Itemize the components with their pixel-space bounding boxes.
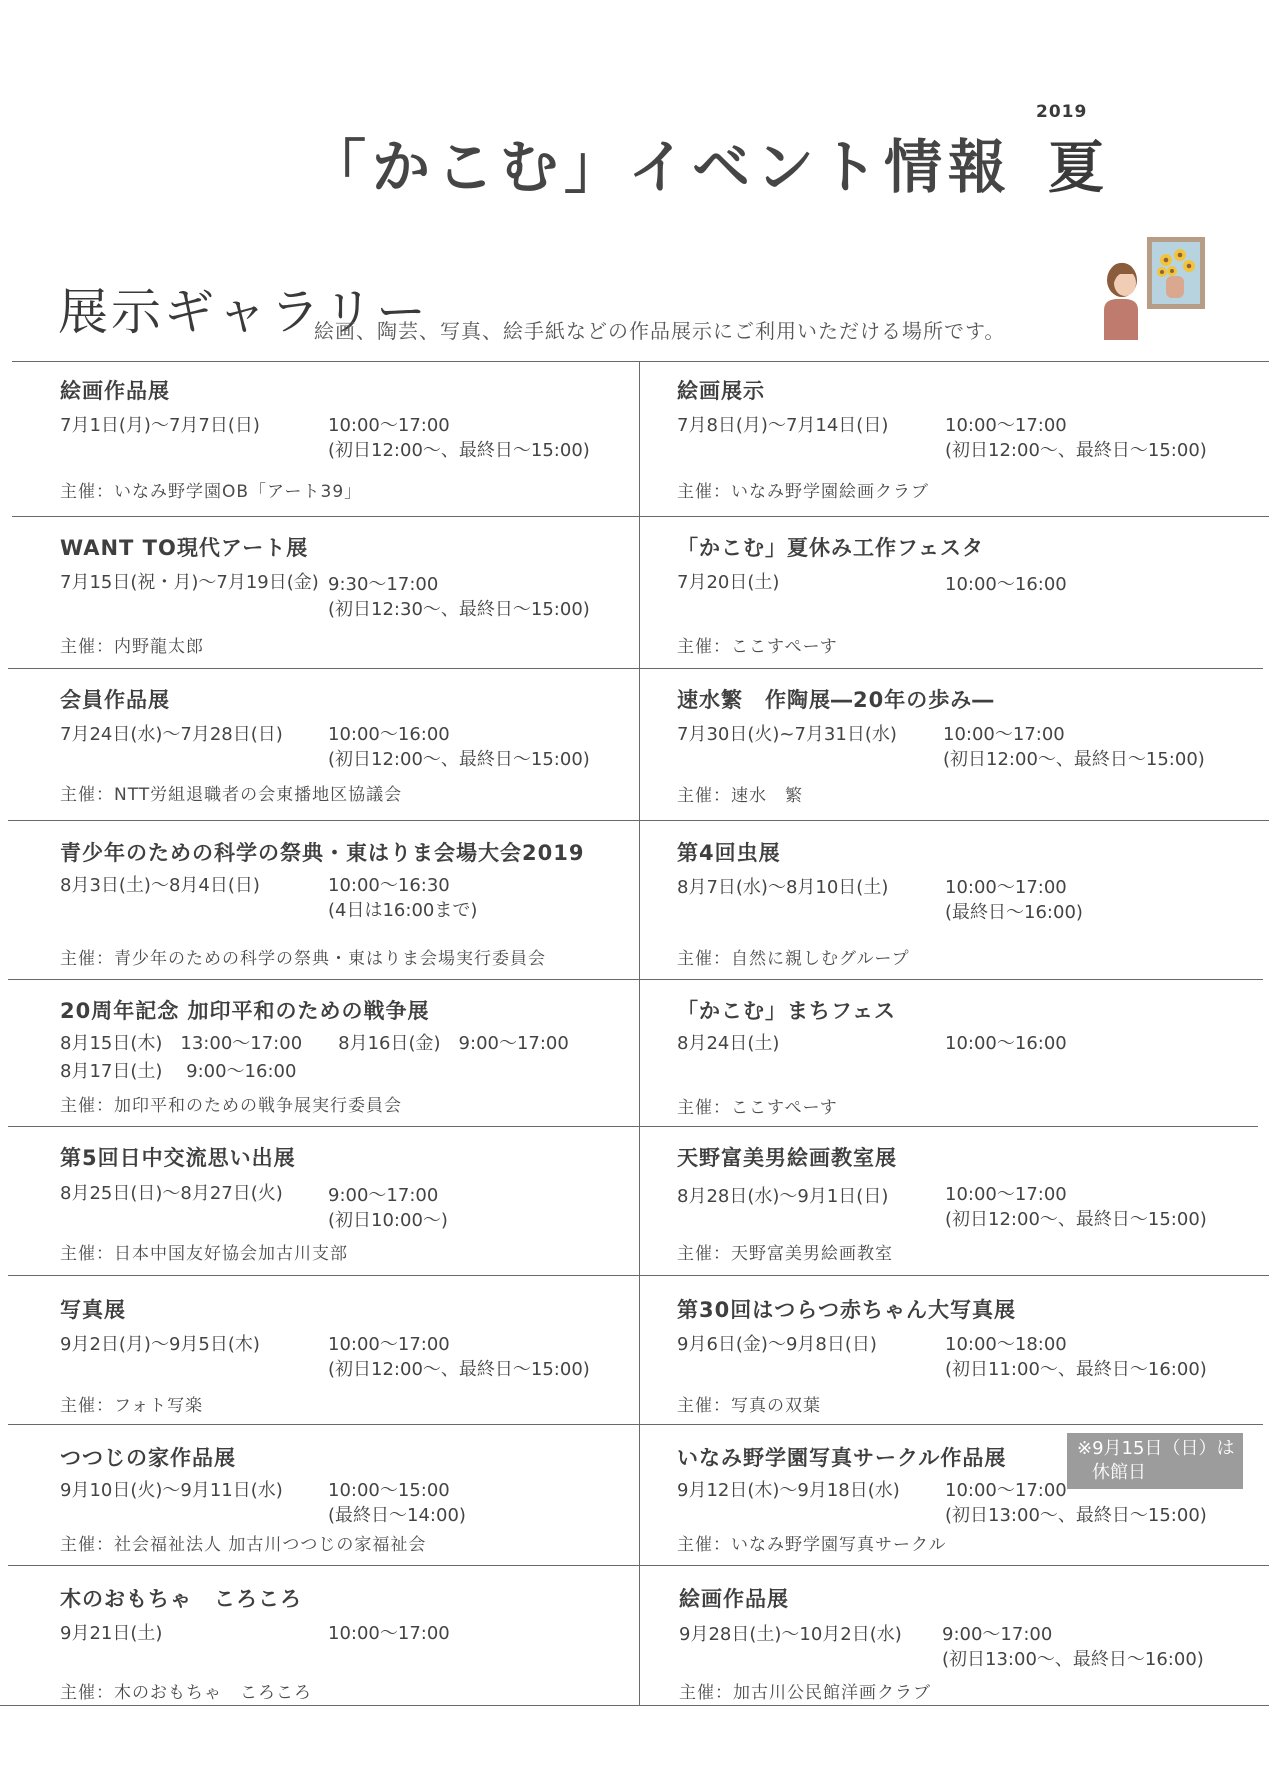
- event-organizer: 主催：内野龍太郎: [60, 637, 204, 657]
- event-organizer: 主催：ここすぺーす: [677, 637, 838, 657]
- event-organizer: 主催：フォト写楽: [60, 1396, 204, 1416]
- event-title: 第30回はつらつ赤ちゃん大写真展: [677, 1298, 1017, 1322]
- event-date: 7月24日(水)〜7月28日(日): [60, 724, 283, 745]
- event-title: 絵画作品展: [679, 1587, 789, 1611]
- event-title: 写真展: [60, 1298, 126, 1322]
- event-time: 10:00〜16:00: [945, 1033, 1067, 1054]
- event-time-note: (初日13:00〜、最終日〜16:00): [942, 1649, 1204, 1670]
- event-time: 10:00〜17:00: [945, 877, 1067, 898]
- event-organizer: 主催：NTT労組退職者の会東播地区協議会: [60, 785, 403, 805]
- year-label: 2019: [1036, 102, 1088, 122]
- divider: [8, 979, 1263, 980]
- event-organizer: 主催：自然に親しむグループ: [677, 949, 910, 969]
- event-organizer: 主催：木のおもちゃ ころころ: [60, 1683, 312, 1703]
- closed-day-notice: [1067, 1433, 1243, 1489]
- event-date: 7月30日(火)~7月31日(水): [677, 724, 897, 745]
- event-time-note: (初日11:00〜、最終日〜16:00): [945, 1359, 1207, 1380]
- event-title: 天野富美男絵画教室展: [677, 1146, 897, 1170]
- event-date: 9月12日(木)〜9月18日(水): [677, 1480, 900, 1501]
- event-date: 7月8日(月)〜7月14日(日): [677, 415, 889, 436]
- event-title: 「かこむ」まちフェス: [677, 999, 896, 1023]
- event-time: 10:00〜16:00: [328, 724, 450, 745]
- event-organizer: 主催：社会福祉法人 加古川つつじの家福祉会: [60, 1535, 427, 1555]
- event-time: 10:00〜17:00: [945, 1480, 1067, 1501]
- event-time-note: (初日12:00〜、最終日〜15:00): [943, 749, 1205, 770]
- event-time: 9:00〜17:00: [328, 1185, 439, 1206]
- event-date: 8月25日(日)〜8月27日(火): [60, 1183, 283, 1204]
- event-title: 会員作品展: [60, 688, 170, 712]
- divider: [0, 1705, 1269, 1706]
- divider: [8, 668, 1263, 669]
- event-date: 9月6日(金)〜9月8日(日): [677, 1334, 877, 1355]
- event-organizer: 主催：日本中国友好協会加古川支部: [60, 1244, 348, 1264]
- section-title: 展示ギャラリー: [58, 282, 429, 341]
- event-date: 7月1日(月)〜7月7日(日): [60, 415, 260, 436]
- event-time-note: (最終日〜14:00): [328, 1505, 466, 1526]
- column-divider: [639, 362, 640, 1705]
- event-date: 8月24日(土): [677, 1033, 780, 1054]
- event-title: 第5回日中交流思い出展: [60, 1146, 296, 1170]
- event-title: 速水繁 作陶展―20年の歩み―: [677, 688, 995, 712]
- event-date: 8月7日(水)〜8月10日(土): [677, 877, 889, 898]
- event-time: 10:00〜17:00: [943, 724, 1065, 745]
- event-organizer: 主催：いなみ野学園絵画クラブ: [677, 482, 929, 502]
- event-organizer: 主催：いなみ野学園写真サークル: [677, 1535, 947, 1555]
- event-date: 9月28日(土)〜10月2日(水): [679, 1624, 902, 1645]
- event-organizer: 主催：加印平和のための戦争展実行委員会: [60, 1096, 402, 1116]
- event-organizer: 主催：速水 繁: [677, 786, 803, 806]
- event-date: 9月2日(月)〜9月5日(木): [60, 1334, 260, 1355]
- event-time: 10:00〜18:00: [945, 1334, 1067, 1355]
- event-time-note: (初日10:00〜): [328, 1210, 448, 1231]
- event-time: 9:30〜17:00: [328, 574, 439, 595]
- event-time-note: (初日12:00〜、最終日〜15:00): [328, 440, 590, 461]
- event-organizer: 主催：青少年のための科学の祭典・東はりま会場実行委員会: [60, 949, 546, 969]
- event-time-note: (初日13:00〜、最終日〜15:00): [945, 1505, 1207, 1526]
- event-date: 7月15日(祝・月)〜7月19日(金): [60, 572, 319, 593]
- event-organizer: 主催：写真の双葉: [677, 1396, 821, 1416]
- event-time-note: (初日12:00〜、最終日〜15:00): [328, 749, 590, 770]
- event-time-note: (初日12:00〜、最終日〜15:00): [328, 1359, 590, 1380]
- page-title: 「かこむ」イベント情報: [308, 133, 1013, 201]
- closed-day-notice-line1: ※9月15日（日）は: [1077, 1438, 1235, 1459]
- event-title: 20周年記念 加印平和のための戦争展: [60, 999, 430, 1023]
- event-organizer: 主催：いなみ野学園OB「アート39」: [60, 482, 363, 502]
- event-date: 8月15日(木) 13:00〜17:00 8月16日(金) 9:00〜17:00: [60, 1033, 569, 1054]
- divider: [8, 1126, 1258, 1127]
- divider: [12, 361, 1269, 362]
- event-title: 第4回虫展: [677, 841, 781, 865]
- event-date: 8月3日(土)〜8月4日(日): [60, 875, 260, 896]
- event-date: 7月20日(土): [677, 572, 780, 593]
- event-title: 絵画展示: [677, 379, 765, 403]
- event-organizer: 主催：加古川公民館洋画クラブ: [679, 1683, 931, 1703]
- divider: [8, 1424, 1263, 1425]
- event-title: 青少年のための科学の祭典・東はりま会場大会2019: [60, 841, 585, 865]
- event-date: 9月10日(火)〜9月11日(水): [60, 1480, 283, 1501]
- event-title: 「かこむ」夏休み工作フェスタ: [677, 536, 984, 560]
- gallery-viewer-illustration: [1098, 236, 1208, 340]
- event-title: いなみ野学園写真サークル作品展: [677, 1446, 1007, 1470]
- event-time: 10:00〜17:00: [328, 1334, 450, 1355]
- divider: [12, 516, 1269, 517]
- event-time-note: (初日12:30〜、最終日〜15:00): [328, 599, 590, 620]
- event-time: 10:00〜15:00: [328, 1480, 450, 1501]
- event-time: 10:00〜16:30: [328, 875, 450, 896]
- event-title: 絵画作品展: [60, 379, 170, 403]
- event-title: WANT TO現代アート展: [60, 536, 309, 560]
- event-time: 10:00〜17:00: [945, 415, 1067, 436]
- event-time-note: (4日は16:00まで): [328, 900, 478, 921]
- closed-day-notice-line2: 休館日: [1092, 1462, 1146, 1483]
- event-time: 9:00〜17:00: [942, 1624, 1053, 1645]
- event-title: 木のおもちゃ ころころ: [60, 1587, 302, 1611]
- event-date-extra: 8月17日(土) 9:00〜16:00: [60, 1061, 297, 1082]
- event-date: 9月21日(土): [60, 1623, 163, 1644]
- event-time-note: (最終日〜16:00): [945, 902, 1083, 923]
- event-organizer: 主催：ここすぺーす: [677, 1098, 838, 1118]
- event-time: 10:00〜17:00: [328, 415, 450, 436]
- event-time: 10:00〜16:00: [945, 574, 1067, 595]
- intro-text: 絵画、陶芸、写真、絵手紙などの作品展示にご利用いただける場所です。: [314, 319, 1006, 343]
- event-time: 10:00〜17:00: [328, 1623, 450, 1644]
- event-date: 8月28日(水)〜9月1日(日): [677, 1186, 889, 1207]
- event-title: つつじの家作品展: [60, 1446, 236, 1470]
- event-time: 10:00〜17:00: [945, 1184, 1067, 1205]
- event-time-note: (初日12:00〜、最終日〜15:00): [945, 440, 1207, 461]
- event-organizer: 主催：天野富美男絵画教室: [677, 1244, 893, 1264]
- season-label: 夏: [1048, 136, 1104, 201]
- event-time-note: (初日12:00〜、最終日〜15:00): [945, 1209, 1207, 1230]
